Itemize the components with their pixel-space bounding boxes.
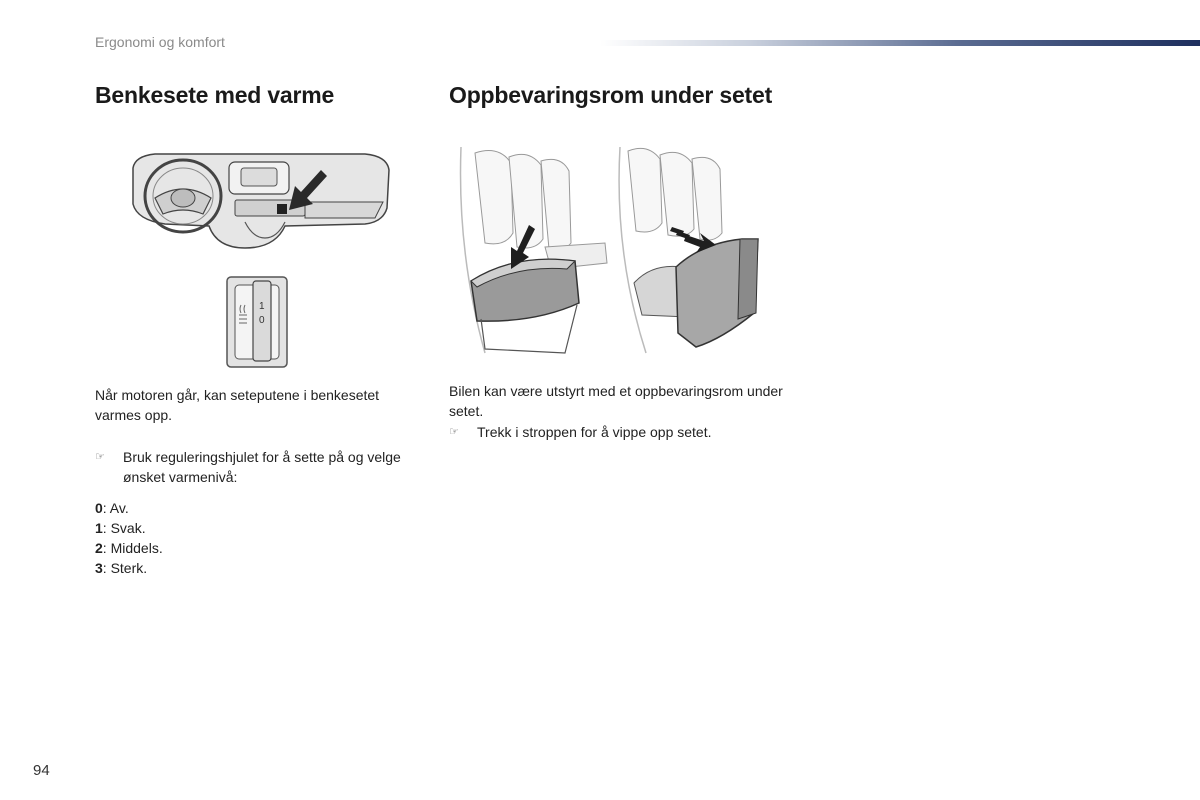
heat-level-item: 0: Av. xyxy=(95,500,129,516)
section-label: Ergonomi og komfort xyxy=(95,34,225,50)
storage-instruction xyxy=(449,422,789,444)
seat-tipped-up-illustration xyxy=(612,143,772,361)
header-gradient-bar xyxy=(600,40,1200,46)
heat-level-item: 2: Middels. xyxy=(95,540,163,556)
heated-seat-instruction xyxy=(95,447,415,489)
wheel-label-top: 1 xyxy=(259,301,265,312)
heat-level-list xyxy=(95,498,163,578)
heading-underseat-storage: Oppbevaringsrom under setet xyxy=(449,82,773,108)
heated-seat-instruction-text: Bruk reguleringshjulet for å sette på og velge ønsket varmenivå: xyxy=(123,449,401,485)
storage-intro: Bilen kan være utstyrt med et oppbevaringsrom under setet. xyxy=(449,383,783,419)
pointing-hand-icon: ☞ xyxy=(95,451,105,463)
page-number: 94 xyxy=(33,762,50,779)
heat-level-item: 1: Svak. xyxy=(95,520,146,536)
dashboard-illustration xyxy=(125,148,395,260)
storage-instruction-text: Trekk i stroppen for å vippe opp setet. xyxy=(477,424,712,440)
seat-strap-illustration xyxy=(455,143,613,361)
heating-wheel-illustration xyxy=(225,275,289,369)
heated-seat-intro: Når motoren går, kan seteputene i benkesetet varmes opp. xyxy=(95,387,380,423)
wheel-label-bottom: 0 xyxy=(259,315,265,326)
heat-level-item: 3: Sterk. xyxy=(95,560,148,576)
heading-heated-bench-seat: Benkesete med varme xyxy=(95,82,335,108)
pointing-hand-icon: ☞ xyxy=(449,426,459,438)
